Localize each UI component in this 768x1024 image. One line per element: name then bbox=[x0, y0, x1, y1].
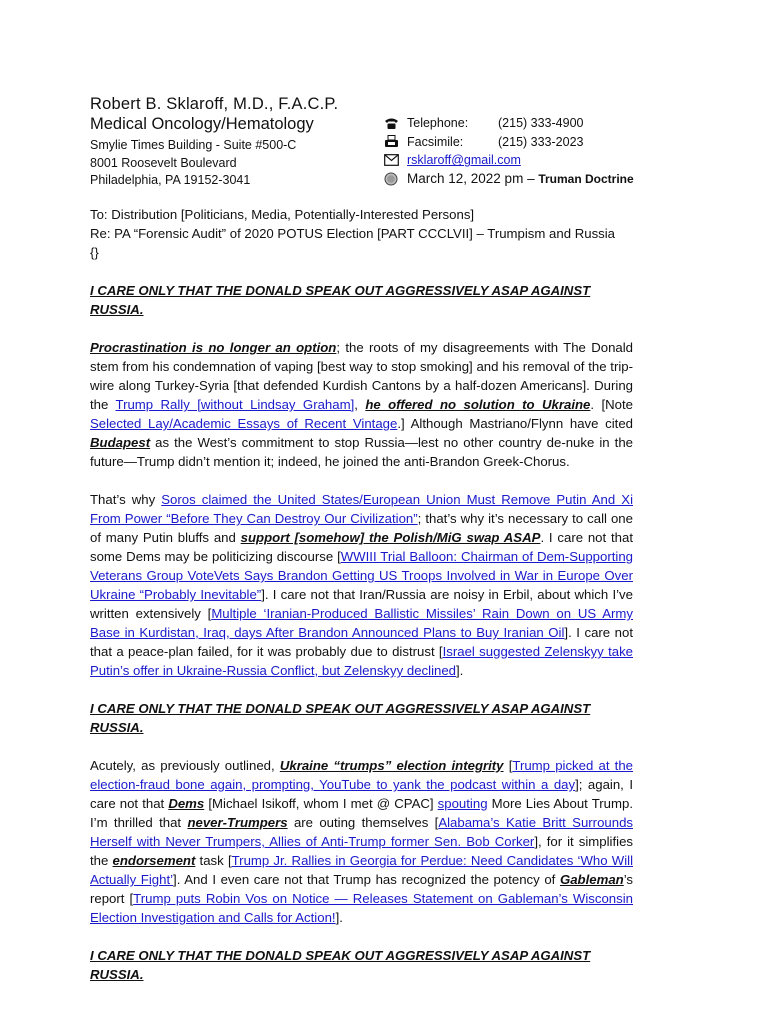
p3-link-britt[interactable]: Alabama’s Katie Britt Surrounds Herself with Never Trumpers, Allies of Anti-Trump former Sen. Bob Corker bbox=[90, 815, 633, 849]
headline-2: I CARE ONLY THAT THE DONALD SPEAK OUT AGGRESSIVELY ASAP AGAINST RUSSIA. bbox=[90, 701, 591, 735]
letter-body bbox=[90, 205, 633, 984]
sender-name: Robert B. Sklaroff, M.D., F.A.C.P. bbox=[90, 95, 339, 113]
p3-text-3: ]; again, I care not that bbox=[90, 777, 633, 811]
p2-link-wwiii[interactable]: WWIII Trial Balloon: Chairman of Dem-Supporting Veterans Group VoteVets Says Brandon Getting US Troops Involved in War in Europe Over Ukraine “Probably Inevitable” bbox=[90, 549, 633, 602]
address-line-1: Smylie Times Building - Suite #500-C bbox=[90, 138, 297, 152]
p3-text-11: ]. bbox=[335, 910, 343, 925]
p2-link-israel[interactable]: Israel suggested Zelenskyy take Putin’s offer in Ukraine-Russia Conflict, but Zelenskyy declined bbox=[90, 644, 633, 678]
envelope-icon bbox=[383, 153, 399, 167]
sender-block bbox=[90, 94, 338, 190]
memo-braces: {} bbox=[90, 245, 99, 260]
clock-icon bbox=[383, 172, 399, 186]
p3-emphasis-dems: Dems bbox=[168, 796, 205, 811]
p3-text-1: Acutely, as previously outlined, bbox=[90, 758, 280, 773]
p1-text-3: . [Note bbox=[590, 397, 633, 412]
address-line-3: Philadelphia, PA 19152-3041 bbox=[90, 173, 251, 187]
p3-link-spouting[interactable]: spouting bbox=[437, 796, 488, 811]
fax-row bbox=[383, 133, 634, 152]
date-separator: – bbox=[523, 171, 539, 187]
p2-link-soros[interactable]: Soros claimed the United States/European Union Must Remove Putin And Xi From Power “Before They Can Destroy Our Civilization” bbox=[90, 492, 633, 526]
date-line bbox=[407, 171, 634, 186]
headline-3: I CARE ONLY THAT THE DONALD SPEAK OUT AGGRESSIVELY ASAP AGAINST RUSSIA. bbox=[90, 948, 591, 982]
p3-emphasis-endorsement: endorsement bbox=[112, 853, 196, 868]
p2-link-missiles[interactable]: Multiple ‘Iranian-Produced Ballistic Missiles’ Rain Down on US Army Base in Kurdistan, Iraq, days After Brandon Announced Plans to Buy Iranian Oil bbox=[90, 606, 633, 640]
fax-icon bbox=[383, 135, 399, 149]
memo-re: Re: PA “Forensic Audit” of 2020 POTUS Election [PART CCCLVII] – Trumpism and Russia bbox=[90, 226, 616, 241]
p3-emphasis-gableman: Gableman bbox=[559, 872, 624, 887]
p1-lead: Procrastination is no longer an option bbox=[90, 340, 337, 355]
sender-specialty: Medical Oncology/Hematology bbox=[90, 115, 314, 133]
p1-link-trump-rally[interactable]: Trump Rally [without Lindsay Graham] bbox=[115, 397, 355, 412]
p1-emphasis-ukraine: he offered no solution to Ukraine bbox=[365, 397, 591, 412]
p3-text-9: ]. And I even care not that Trump has recognized the potency of bbox=[173, 872, 560, 887]
paragraph-3 bbox=[90, 756, 633, 927]
telephone-label: Telephone: bbox=[407, 116, 469, 131]
paragraph-1 bbox=[90, 338, 633, 471]
p3-text-4: [Michael Isikoff, whom I met @ CPAC] bbox=[204, 796, 438, 811]
doctrine-label: Truman Doctrine bbox=[538, 172, 634, 187]
contact-block bbox=[383, 114, 634, 188]
p1-emphasis-budapest: Budapest bbox=[90, 435, 151, 450]
p1-link-essays[interactable]: Selected Lay/Academic Essays of Recent Vintage bbox=[90, 416, 398, 431]
p3-text-7: ], for it simplifies the bbox=[90, 834, 633, 868]
memo-to: To: Distribution [Politicians, Media, Potentially-Interested Persons] bbox=[90, 207, 475, 222]
p1-text-5: as the West’s commitment to stop Russia—lest no other country de-nuke in the future—Trump didn’t mention it; indeed, he joined the anti-Brandon Greek-Chorus. bbox=[90, 435, 633, 469]
p3-text-8: task [ bbox=[195, 853, 232, 868]
p3-link-vos[interactable]: Trump puts Robin Vos on Notice — Releases Statement on Gableman’s Wisconsin Election Investigation and Calls for Action! bbox=[90, 891, 633, 925]
telephone-number: (215) 333-4900 bbox=[498, 116, 584, 131]
p3-link-perdue[interactable]: Trump Jr. Rallies in Georgia for Perdue: Need Candidates ‘Who Will Actually Fight’ bbox=[90, 853, 633, 887]
p3-text-2: [ bbox=[503, 758, 513, 773]
p2-text-3: . I care not that some Dems may be politicizing discourse [ bbox=[90, 530, 633, 564]
p3-emphasis-ukraine: Ukraine “trumps” election integrity bbox=[279, 758, 504, 773]
p3-link-youtube[interactable]: Trump picked at the election-fraud bone again, prompting, YouTube to yank the podcast within a day bbox=[90, 758, 634, 792]
fax-label: Facsimile: bbox=[407, 134, 464, 149]
email-row bbox=[383, 151, 634, 170]
p3-text-10: ’s report [ bbox=[90, 872, 634, 906]
p1-text-1: ; the roots of my disagreements with The Donald stem from his condemnation of vaping [best way to stop smoking] and his removal of the trip-wire along Turkey-Syria [that defended Kurdish Cantons by a half-dozen Americans]. During the bbox=[90, 340, 633, 412]
letter-date: March 12, 2022 pm bbox=[407, 171, 524, 187]
email-link[interactable]: rsklaroff@gmail.com bbox=[407, 153, 521, 168]
p1-text-4: .] Although Mastriano/Flynn have cited bbox=[397, 416, 633, 431]
p2-text-5: ]. I care not that a peace-plan failed, for it was probably due to distrust [ bbox=[90, 625, 633, 659]
headline-1: I CARE ONLY THAT THE DONALD SPEAK OUT AGGRESSIVELY ASAP AGAINST RUSSIA. bbox=[90, 283, 591, 317]
p2-text-6: ]. bbox=[456, 663, 464, 678]
date-row bbox=[383, 170, 634, 189]
p2-text-4: ]. I care not that Iran/Russia are noisy in Erbil, about which I’ve written extensively [ bbox=[90, 587, 633, 621]
fax-number: (215) 333-2023 bbox=[498, 134, 584, 149]
paragraph-2 bbox=[90, 490, 633, 680]
p2-text-1: That’s why bbox=[90, 492, 162, 507]
p2-emphasis-mig-swap: support [somehow] the Polish/MiG swap ASAP bbox=[240, 530, 541, 545]
p3-emphasis-never-trumpers: never-Trumpers bbox=[187, 815, 288, 830]
address-line-2: 8001 Roosevelt Boulevard bbox=[90, 155, 237, 170]
p3-text-6: are outing themselves [ bbox=[287, 815, 439, 830]
p3-text-5: More Lies About Trump. I’m thrilled that bbox=[90, 796, 633, 830]
telephone-row bbox=[383, 114, 634, 133]
p2-text-2: ; that’s why it’s necessary to call one of many Putin bluffs and bbox=[90, 511, 633, 545]
p1-text-2: , bbox=[354, 397, 366, 412]
telephone-icon bbox=[383, 116, 399, 130]
